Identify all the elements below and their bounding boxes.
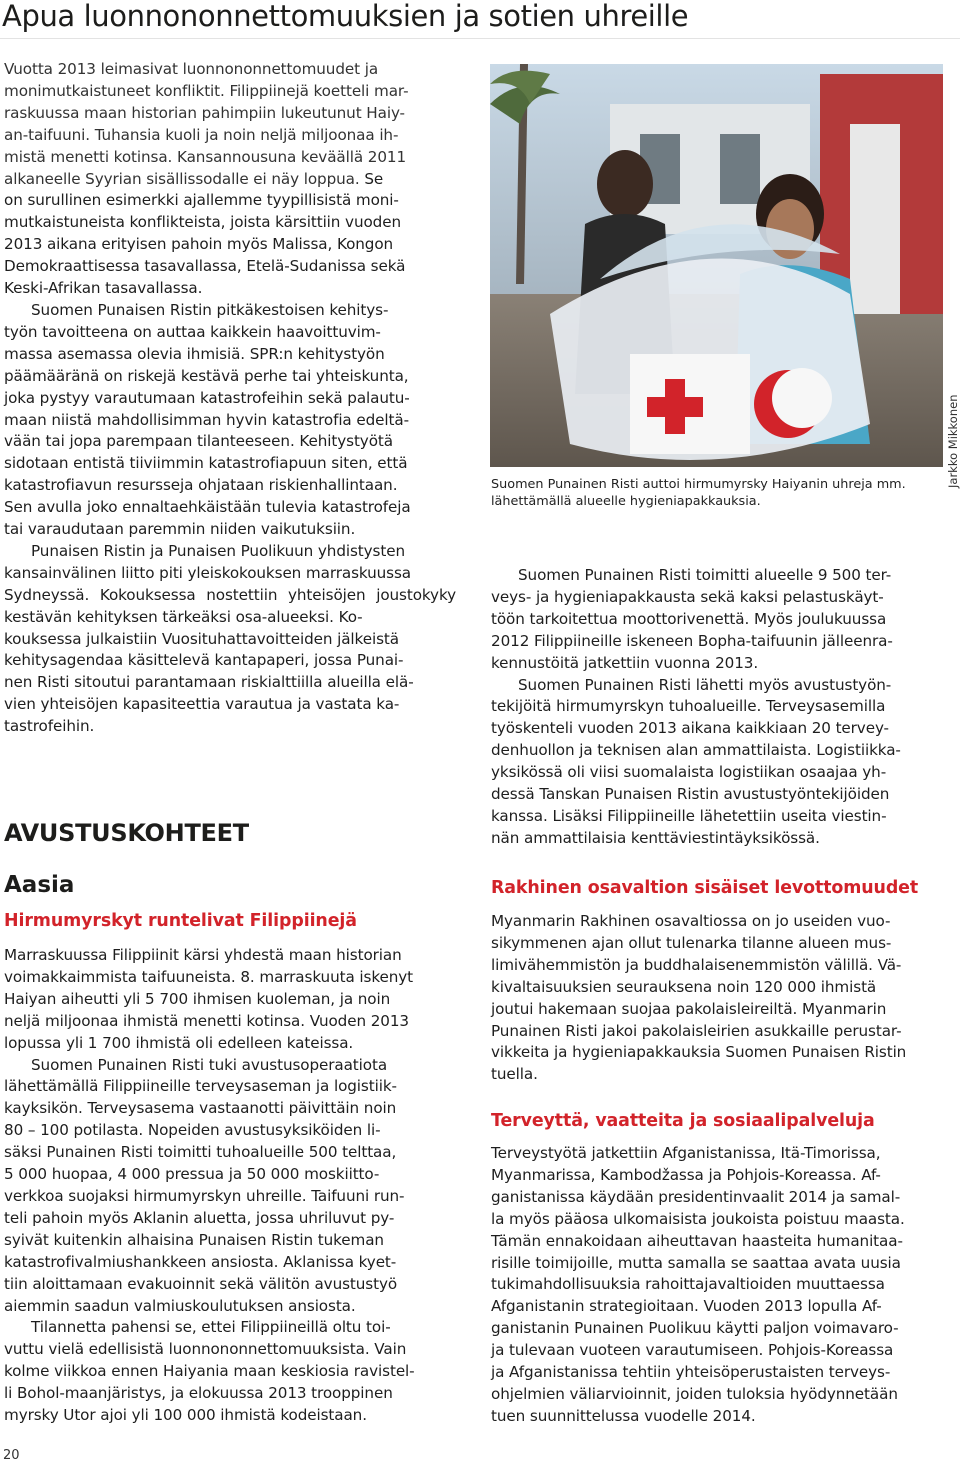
title-divider — [0, 38, 960, 39]
intro-paragraph-1-rest: Se on surullinen esimerkki ajallemme tyypillisistä moni- mutkaistuneista konflikteista, joista kärsittiin vuoden 2013 aikana erityisen pahoin myös Malissa, Kongon Demokraattisessa tasavallassa, Etelä-Sudanissa sekä Keski-Afrikan tasavallassa. — [4, 169, 406, 298]
haiyan-paragraph-2: Suomen Punainen Risti tuki avustusoperaatiota lähettämällä Filippiineille terveysaseman ja logistiik- kayksikön. Terveysasema vastaanotti päivittäin noin 80 – 100 potilasta. Nopeiden avustusyksiköiden li- säksi Punainen Risti toimitti tuhoalueille 500 telttaa, 5 000 huopaa, 4 000 pressua ja 50 000 moskiitto- verkkoa suojaksi hirmumyrskyn uhreille. Taifuuni run- teli pahoin myös Aklanin aluetta, jossa uhriluvut py- syivät kuitenkin alhaisina Punaisen Ristin tukeman katastrofivalmiushankkeen ansiosta. Aklanissa kyet- tiin aloittamaan evakuoinnit sekä välitön avustustyö aiemmin saadun valmiuskoulutuksen ansiosta. — [4, 1055, 405, 1315]
region-heading: Aasia — [4, 872, 75, 898]
page-title: Apua luonnononnettomuuksien ja sotien uhreille — [2, 0, 689, 33]
intro-paragraph-3: Punaisen Ristin ja Punaisen Puolikuun yhdistysten kansainvälinen liitto piti yleiskokouksen marraskuussa Sydneyssä. Kokouksessa nostettiin yhteisöjen joustokyky kestävän kehityksen tärkeäksi osa-alueeksi. Ko- kouksessa julkaistiin Vuosituhattavoitteiden jälkeistä kehitysagendaa käsittelevä kantapaperi, jossa Punai- nen Risti sitoutui parantamaan riskialttiilla alueilla elä- vien yhteisöjen kapasiteettia varautua ja vastata ka- tastrofeihin. — [4, 541, 456, 736]
haiyan-paragraph-1: Marraskuussa Filippiinit kärsi yhdestä maan historian voimakkaimmista taifuuneista. 8. marraskuuta iskenyt Haiyan aiheutti yli 5 700 ihmisen kuoleman, ja noin neljä miljoonaa ihmistä menetti kotinsa. Vuoden 2013 lopussa yli 1 700 ihmistä oli edelleen kateissa. — [4, 946, 413, 1052]
terveys-paragraph-1: Terveystyötä jatkettiin Afganistanissa, Itä-Timorissa, Myanmarissa, Kambodžassa ja Pohjois-Koreassa. Af- ganistanissa käydään presidentinvaalit 2014 ja samal- la myös pääosa ulkomaisista joukoista poistuu maasta. Tämän ennakoidaan aiheuttavan haasteita humanitaa- risille toimijoille, mutta samalla se saattaa avata uusia tukimahdollisuuksia rahoittajavaltioiden muuttaessa Afganistanin strategioitaan. Vuoden 2013 lopulla Af- ganistanin Punainen Puolikuu käytti paljon voimavaro- ja tulevaan vuoteen varautumiseen. Pohjois-Koreassa ja Afganistanissa tehtiin yhteisöperustaisten terveys- ohjelmien väliarvioinnit, joiden tuloksia hyödynnetään tuen suunnittelussa vuodelle 2014. — [491, 1144, 905, 1425]
intro-lead: Vuotta 2013 leimasivat luonnononnettomuudet ja monimutkaistuneet konfliktit. Filippiinejä koetteli mar- raskuussa maan historian pahimpiin lukeutunut Haiy- an-taifuuni. Tuhansia kuoli ja noin neljä miljoonaa ih- mistä menetti kotinsa. Kansannousuna keväällä 2011 alkaneelle Syyrian sisällissodalle ei näy loppua. — [4, 60, 409, 188]
rakhine-paragraph-1: Myanmarin Rakhinen osavaltiossa on jo useiden vuo- sikymmenen ajan ollut tulenarka tilanne alueen mus- limivähemmistön ja buddhalaisenemmistön välillä. Vä- kivaltaisuuksien seurauksena noin 120 000 ihmistä joutui hakemaan suojaa pakolaisleireiltä. Myanmarin Punainen Risti jakoi pakolaisleirien asukkaille perustar- vikkeita ja hygieniapakkauksia Suomen Punaisen Ristin tuella. — [491, 912, 907, 1084]
right-paragraph-1: Suomen Punainen Risti toimitti alueelle 9 500 ter- veys- ja hygieniapakkausta sekä kaksi pelastuskäyt- töön tarkoitettua moottorivenettä. Myös joulukuussa 2012 Filippiineille iskeneen Bopha-taifuunin jälleenra- kennustöitä jatkettiin vuonna 2013. — [491, 566, 893, 672]
photo-illustration — [490, 64, 943, 467]
haiyan-column — [4, 945, 456, 1427]
intro-paragraph-1 — [4, 59, 456, 300]
rakhine-heading: Rakhinen osavaltion sisäiset levottomuudet — [491, 878, 919, 898]
section-heading: AVUSTUSKOHTEET — [4, 819, 249, 847]
intro-paragraph-2: Suomen Punaisen Ristin pitkäkestoisen kehitys- työn tavoitteena on auttaa kaikkein haavoittuvim- massa asemassa olevia ihmisiä. SPR:n kehitystyön päämääränä on riskejä kestävä perhe tai yhteiskunta, joka pystyy varautumaan katastrofeihin sekä palautu- maan niistä mahdollisimman hyvin katastrofia edeltä- vään tai jopa parempaan tilanteeseen. Kehitystyötä sidotaan entistä tiiviimmin katastrofiapuun siten, että katastrofiavun resursseja ohjataan riskienhallintaan. Sen avulla joko ennaltaehkäistään tulevia katastrofeja tai varaudutaan paremmin niiden vaikutuksiin. — [4, 300, 411, 539]
rakhine-column — [491, 911, 949, 1086]
haiyan-heading: Hirmumyrskyt runtelivat Filippiinejä — [4, 911, 357, 931]
photo-credit: Jarkko Mikkonen — [946, 394, 960, 488]
photo-caption: Suomen Punainen Risti auttoi hirmumyrsky Haiyanin uhreja mm. lähettämällä alueelle hygieniapakkauksia. — [491, 477, 906, 509]
haiyan-paragraph-3: Tilannetta pahensi se, ettei Filippiineillä oltu toi- vuttu vielä edellisistä luonnononnettomuuksista. Vain kolme viikkoa ennen Haiyania maan keskiosia ravistel- li Bohol-maanjäristys, ja elokuussa 2013 trooppinen myrsky Utor ajoi yli 100 000 ihmistä kodeistaan. — [4, 1318, 415, 1425]
right-column — [491, 565, 949, 850]
terveys-heading: Terveyttä, vaatteita ja sosiaalipalveluja — [491, 1111, 875, 1131]
page-number: 20 — [3, 1448, 20, 1463]
terveys-column — [491, 1143, 949, 1428]
relief-photo — [490, 64, 943, 467]
right-paragraph-2: Suomen Punainen Risti lähetti myös avustustyön- tekijöitä hirmumyrskyn tuhoalueille. Terveysasemilla työskenteli vuoden 2013 aikana kaikkiaan 20 tervey- denhuollon ja teknisen alan ammattilaista. Logistiikka- yksikössä oli viisi suomalaista logistiikan osaajaa yh- dessä Tanskan Punaisen Ristin avustustyöntekijöiden kanssa. Lisäksi Filippiineille lähetettiin useita viestin- nän ammattilaisia kenttäviestintäyksikössä. — [491, 675, 901, 847]
intro-column — [4, 59, 456, 738]
